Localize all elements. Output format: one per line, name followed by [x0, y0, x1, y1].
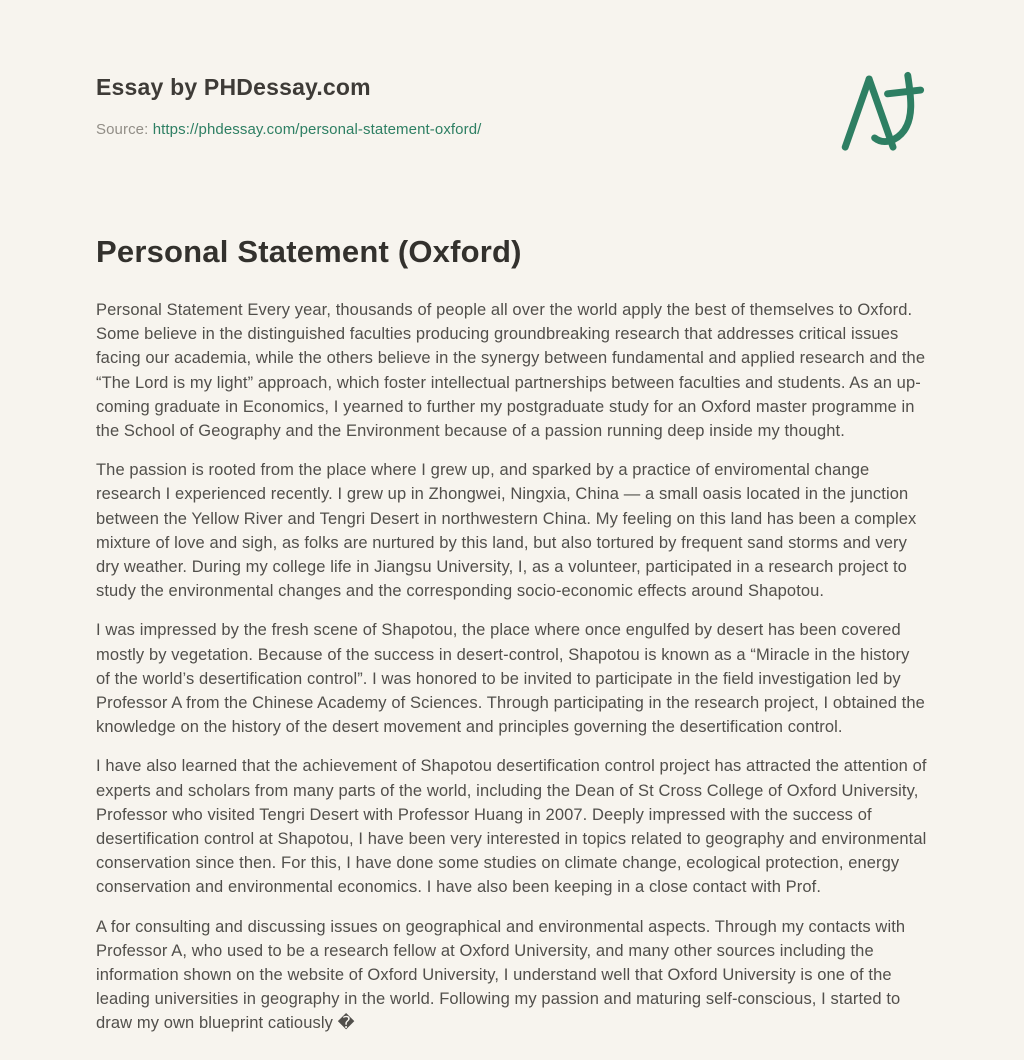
page-content — [96, 0, 928, 1036]
essay-paragraph: The passion is rooted from the place where I grew up, and sparked by a practice of enviromental change research I experienced recently. I grew up in Zhongwei, Ningxia, China — a small oasis located in the junction between the Yellow River and Tengri Desert in northwestern China. My feeling on this land has been a complex mixture of love and sigh, as folks are nurtured by this land, but also tortured by frequent sand storms and very dry weather. During my college life in Jiangsu University, I, as a volunteer, participated in a research project to study the environmental changes and the corresponding socio-economic effects around Shapotou. — [96, 461, 917, 601]
phdessay-logo-icon — [836, 68, 928, 160]
essay-title: Personal Statement (Oxford) — [96, 234, 522, 269]
essay-paragraph: A for consulting and discussing issues on geographical and environmental aspects. Through my contacts with Professor A, who used to be a research fellow at Oxford University, and many other sources including the information shown on the website of Oxford University, I understand well that Oxford University is one of the leading universities in geography in the world. Following my passion and maturing self-conscious, I started to draw my own blueprint catiously � — [96, 917, 906, 1033]
page-header — [96, 74, 928, 160]
header-text-block — [96, 74, 481, 138]
site-header-title: Essay by PHDessay.com — [96, 74, 371, 100]
source-line — [96, 121, 481, 138]
essay-paragraph: I have also learned that the achievement of Shapotou desertification control project has attracted the attention of experts and scholars from many parts of the world, including the Dean of St Cross College of Oxford University, Professor who visited Tengri Desert with Professor Huang in 2007. Deeply impressed with the success of desertification control at Shapotou, I have been very interested in topics related to geography and environmental conservation since then. For this, I have done some studies on climate change, ecological protection, energy conservation and environmental economics. I have also been keeping in a close contact with Prof. — [96, 757, 927, 897]
essay-paragraph: I was impressed by the fresh scene of Shapotou, the place where once engulfed by desert has been covered mostly by vegetation. Because of the success in desert-control, Shapotou is known as a “Miracle in the history of the world’s desertification control”. I was honored to be invited to participate in the field investigation led by Professor A from the Chinese Academy of Sciences. Through participating in the research project, I obtained the knowledge on the history of the desert movement and principles governing the desertification control. — [96, 621, 925, 737]
source-label: Source: — [96, 121, 149, 138]
essay-paragraph: Personal Statement Every year, thousands of people all over the world apply the best of themselves to Oxford. Some believe in the distinguished faculties producing groundbreaking research that addresses critical issues facing our academia, while the others believe in the synergy between fundamental and applied research and the “The Lord is my light” approach, which foster intellectual partnerships between faculties and students. As an up-coming graduate in Economics, I yearned to further my postgraduate study for an Oxford master programme in the School of Geography and the Environment because of a passion running deep inside my thought. — [96, 301, 926, 441]
essay-body — [96, 298, 928, 1036]
source-link[interactable]: https://phdessay.com/personal-statement-oxford/ — [152, 121, 482, 138]
